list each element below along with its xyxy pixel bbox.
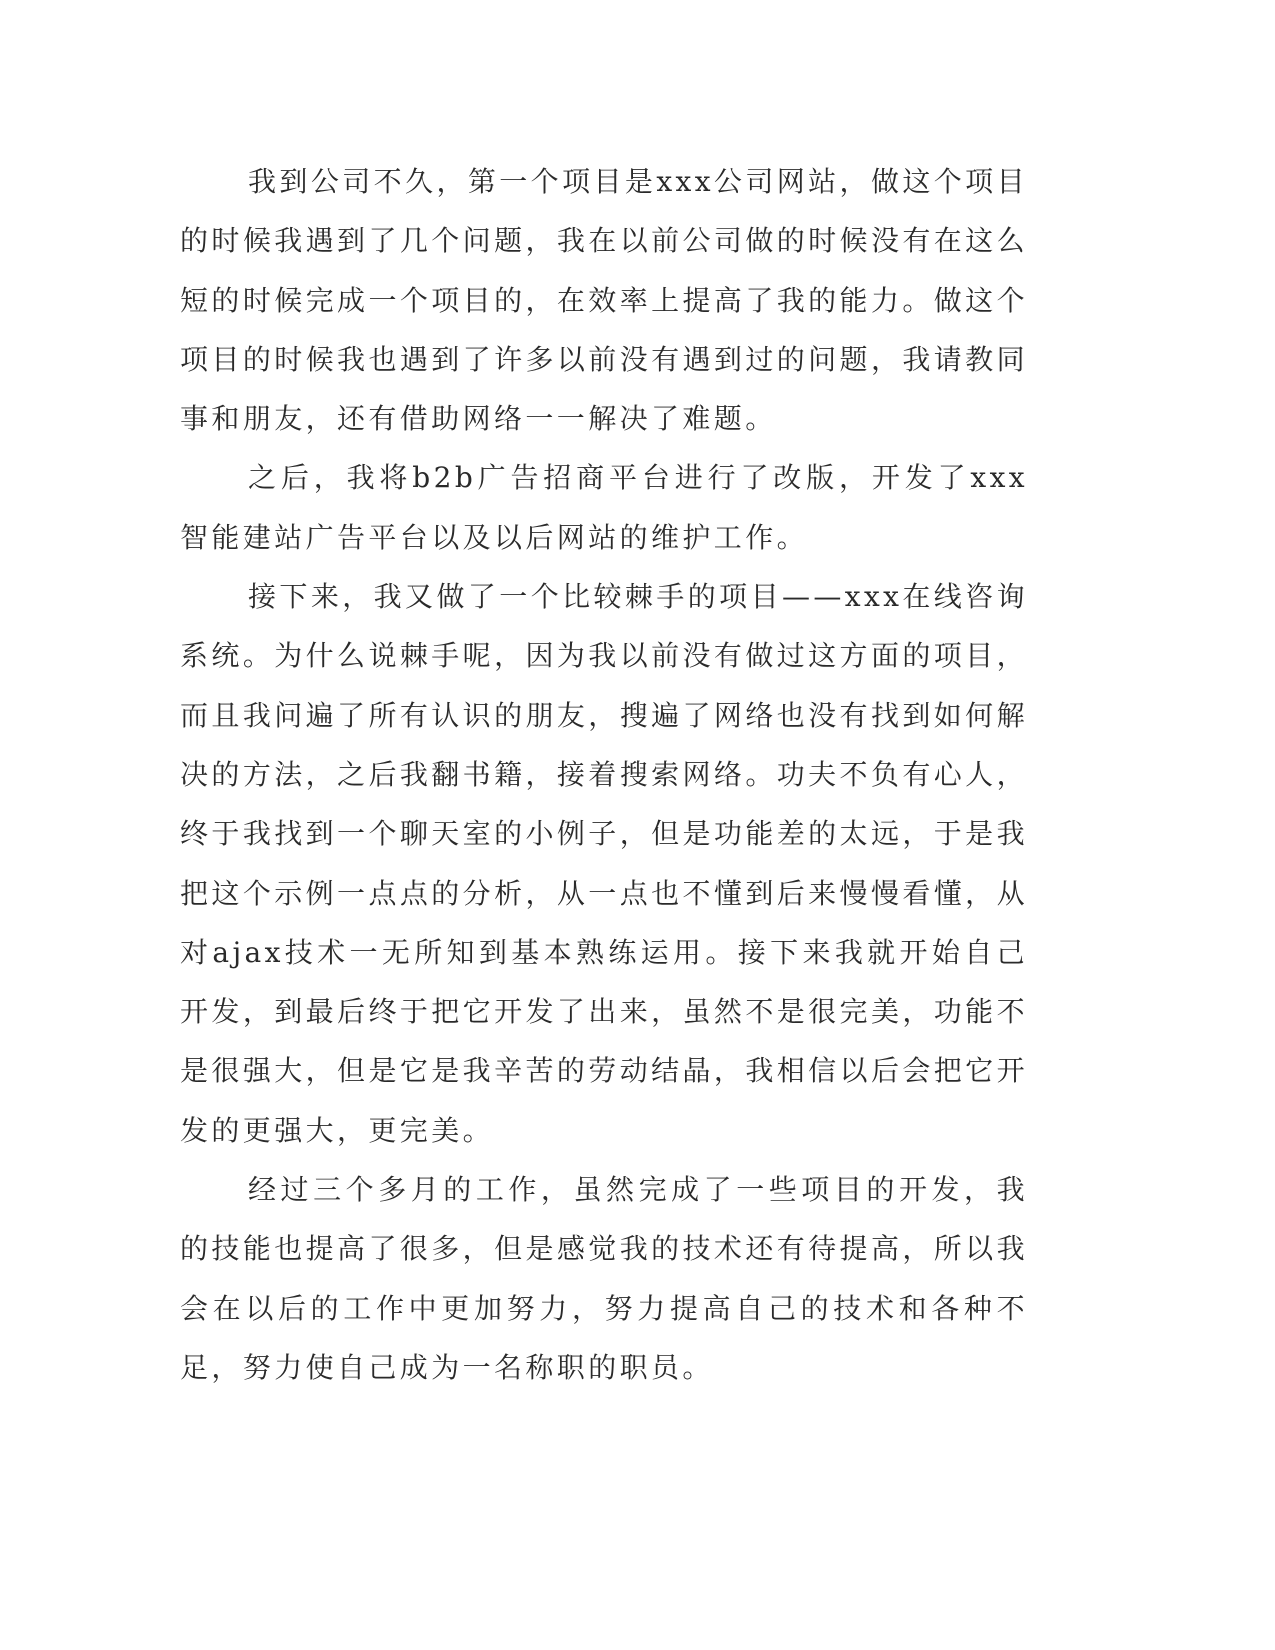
paragraph-1: 我到公司不久，第一个项目是xxx公司网站，做这个项目的时候我遇到了几个问题，我在以前公司做的时候没有在这么短的时候完成一个项目的，在效率上提高了我的能力。做这个项目的时候我也遇到了许多以前没有遇到过的问题，我请教同事和朋友，还有借助网络一一解决了难题。: [180, 165, 1028, 436]
paragraph-2: 之后，我将b2b广告招商平台进行了改版，开发了xxx智能建站广告平台以及以后网站的维护工作。: [180, 461, 1028, 554]
document-body: [180, 152, 1028, 1397]
paragraph-3: 接下来，我又做了一个比较棘手的项目——xxx在线咨询系统。为什么说棘手呢，因为我以前没有做过这方面的项目，而且我问遍了所有认识的朋友，搜遍了网络也没有找到如何解决的方法，之后我翻书籍，接着搜索网络。功夫不负有心人，终于我找到一个聊天室的小例子，但是功能差的太远，于是我把这个示例一点点的分析，从一点也不懂到后来慢慢看懂，从对ajax技术一无所知到基本熟练运用。接下来我就开始自己开发，到最后终于把它开发了出来，虽然不是很完美，功能不是很强大，但是它是我辛苦的劳动结晶，我相信以后会把它开发的更强大，更完美。: [180, 580, 1028, 1147]
paragraph-4: 经过三个多月的工作，虽然完成了一些项目的开发，我的技能也提高了很多，但是感觉我的技术还有待提高，所以我会在以后的工作中更加努力，努力提高自己的技术和各种不足，努力使自己成为一名称职的职员。: [180, 1173, 1028, 1384]
